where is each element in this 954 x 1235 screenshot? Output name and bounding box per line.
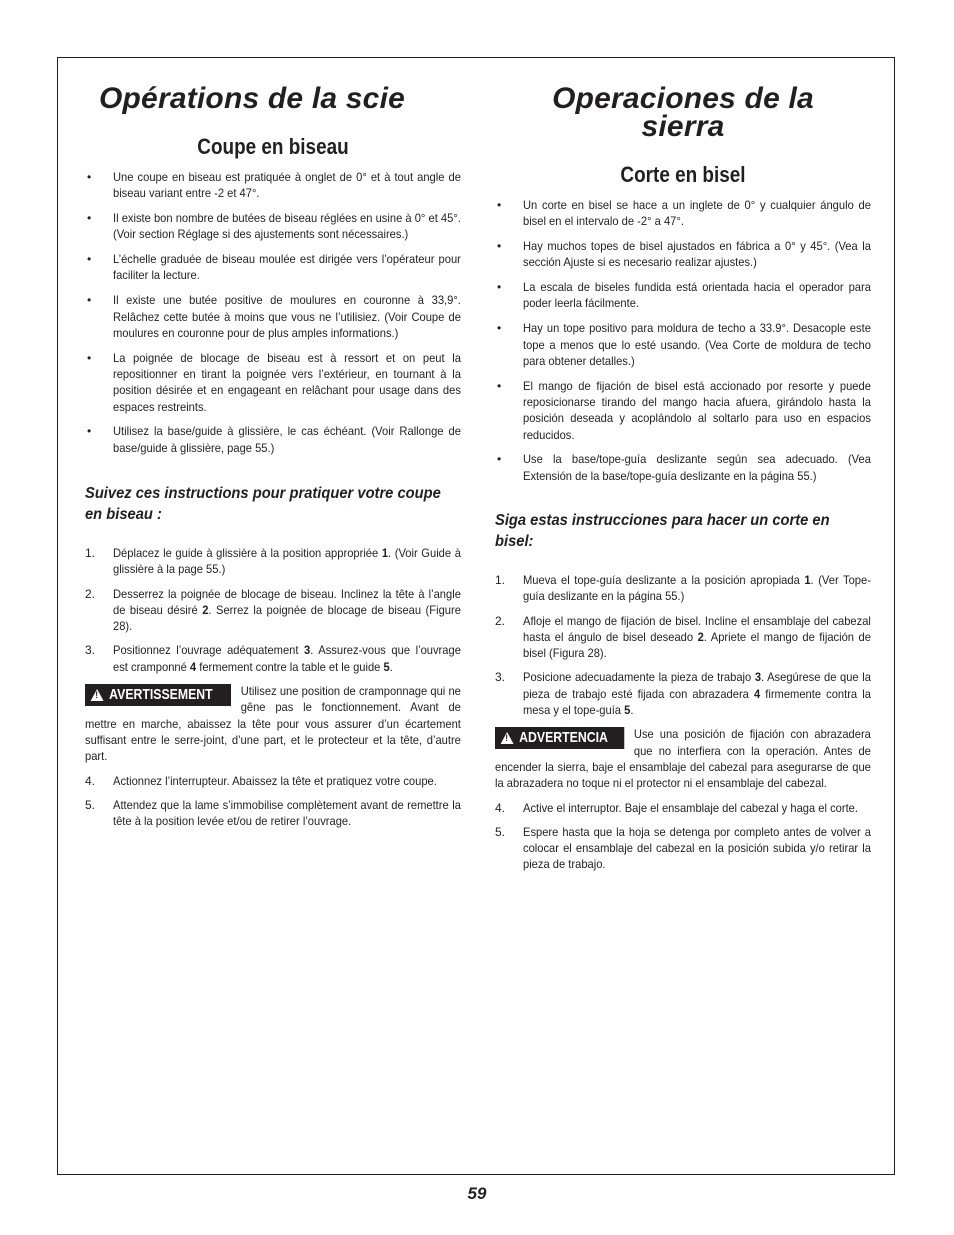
spanish-warning <box>495 726 871 791</box>
list-item: 5. Espere hasta que la hoja se detenga por completo antes de volver a colocar el ensamblaje del cabezal en la posición subida y/o retirar la pieza de trabajo. <box>495 824 871 872</box>
list-item: 2. Desserrez la poignée de blocage de biseau. Inclinez la tête à l’angle de biseau désiré 2. Serrez la poignée de blocage de biseau (Figure 28). <box>85 586 461 634</box>
page-number: 59 <box>467 1184 487 1203</box>
list-item: • L’échelle graduée de biseau moulée est dirigée vers l’opérateur pour faciliter la lecture. <box>87 252 461 283</box>
warning-triangle-icon <box>91 689 104 701</box>
warning-badge: ! ADVERTENCIA <box>495 727 625 749</box>
list-item: 2. Afloje el mango de fijación de bisel. Incline el ensamblaje del cabezal hasta el ángulo de bisel deseado 2. Apriete el mango de fijación de bisel (Figura 28). <box>495 613 871 661</box>
spanish-steps-list-continued <box>495 800 871 873</box>
list-item: 3. Positionnez l’ouvrage adéquatement 3. Assurez-vous que l’ouvrage est cramponné 4 fermement contre la table et le guide 5. <box>85 643 461 674</box>
list-item: • El mango de fijación de bisel está accionado por resorte y puede reposicionarse tirando del mango hacia afuera, girándolo hasta la posición deseada y acoplándolo al soltarlo para uso en espacios reducidos. <box>497 378 871 442</box>
list-item: • Il existe une butée positive de moulures en couronne à 33,9°. Relâchez cette butée à moins que vous ne l’utilisiez. (Voir Coupe de moulures en couronne pour de plus amples informations.) <box>87 293 461 340</box>
warning-triangle-icon <box>501 732 514 744</box>
list-item: • La escala de biseles fundida está orientada hacia el operador para poder leerla fácilmente. <box>497 280 871 311</box>
list-item: 4. Active el interruptor. Baje el ensamblaje del cabezal y haga el corte. <box>495 800 859 815</box>
french-column <box>85 58 461 837</box>
spanish-instructions-heading: Siga estas instrucciones para hacer un corte en bisel: <box>495 511 830 550</box>
spanish-steps-list <box>495 572 871 718</box>
spanish-bullet-list <box>495 197 871 484</box>
list-item: 4. Actionnez l’interrupteur. Abaissez la tête et pratiquez votre coupe. <box>85 773 437 788</box>
warning-text: Utilisez une position de cramponnage qui ne gêne pas le fonctionnement. Avant de mettre en marche, abaissez la tête pour vous assurer d’un écartement suffisant entre le serre-joint, d’une part, et le protecteur et la tête, d’autre part. <box>85 684 461 764</box>
french-steps-list-continued <box>85 773 461 830</box>
list-item: • Une coupe en biseau est pratiquée à onglet de 0° et à tout angle de biseau variant entre -2 et 47°. <box>87 170 461 201</box>
list-item: • La poignée de blocage de biseau est à ressort et on peut la repositionner en tirant la poignée vers l’extérieur, en tournant à la position désirée et en engageant en relâchant pour usage dans des espaces restreints. <box>87 350 461 414</box>
spanish-page-title: Operaciones de la sierra <box>552 82 814 143</box>
list-item: 1. Déplacez le guide à glissière à la position appropriée 1. (Voir Guide à glissière à la page 55.) <box>85 545 461 577</box>
list-item: • Use la base/tope-guía deslizante según sea adecuado. (Vea Extensión de la base/tope-guía deslizante en la página 55.) <box>497 452 871 483</box>
french-section-title: Coupe en biseau <box>197 134 349 159</box>
french-page-title: Opérations de la scie <box>99 82 405 115</box>
list-item: • Un corte en bisel se hace a un inglete de 0° y cualquier ángulo de bisel en el intervalo de -2° a 47°. <box>497 198 871 229</box>
warning-badge: ! AVERTISSEMENT <box>85 684 231 706</box>
french-bullet-list <box>85 169 461 456</box>
list-item: • Il existe bon nombre de butées de biseau réglées en usine à 0° et 45°. (Voir section Réglage si des ajustements sont nécessaires.) <box>87 211 461 242</box>
spanish-section-title: Corte en bisel <box>620 162 746 187</box>
french-warning <box>85 683 461 764</box>
list-item: • Utilisez la base/guide à glissière, le cas échéant. (Voir Rallonge de base/guide à glissière, page 55.) <box>87 424 461 455</box>
french-steps-list <box>85 545 461 675</box>
list-item: • Hay un tope positivo para moldura de techo a 33.9°. Desacople este tope a menos que lo esté usando. (Vea Corte de moldura de techo para obtener detalles.) <box>497 321 871 368</box>
list-item: • Hay muchos topes de bisel ajustados en fábrica a 0° y 45°. (Vea la sección Ajuste si es necesario realizar ajustes.) <box>497 239 871 270</box>
page-frame <box>57 57 895 1175</box>
list-item: 3. Posicione adecuadamente la pieza de trabajo 3. Asegúrese de que la pieza de trabajo esté fijada con abrazadera 4 firmemente contra la mesa y el tope-guía 5. <box>495 670 871 718</box>
french-instructions-heading: Suivez ces instructions pour pratiquer votre coupe en biseau : <box>85 484 441 523</box>
list-item: 5. Attendez que la lame s’immobilise complètement avant de remettre la tête à la position levée et/ou de retirer l’ouvrage. <box>85 797 461 829</box>
spanish-column <box>495 58 871 881</box>
warning-text: Use una posición de fijación con abrazadera que no interfiera con la operación. Antes de encender la sierra, baje el ensamblaje del cabezal para asegurarse de que la abrazadera no toque ni el protector ni el ensamblaje del cabezal. <box>495 727 871 791</box>
list-item: 1. Mueva el tope-guía deslizante a la posición apropiada 1. (Ver Tope-guía deslizante en la página 55.) <box>495 572 871 604</box>
